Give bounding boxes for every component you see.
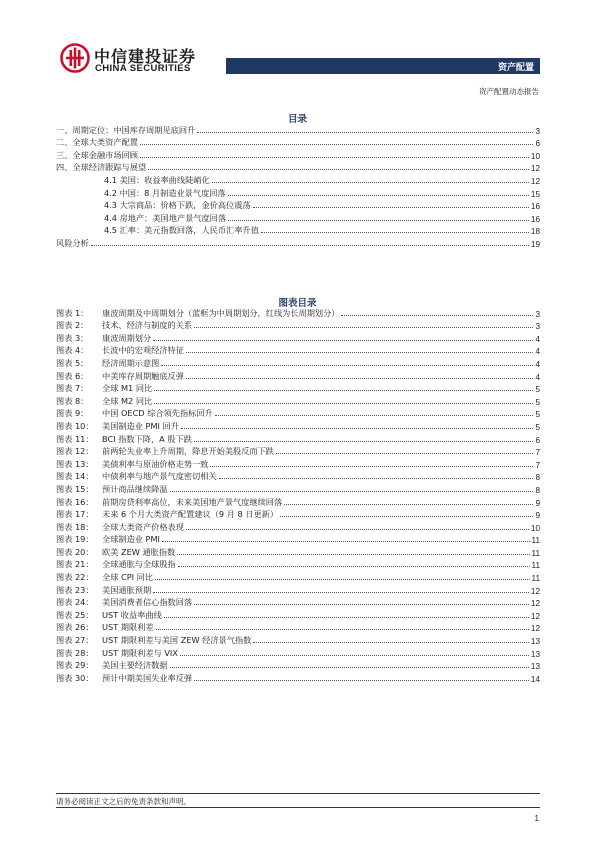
page-ref: 3 [535, 322, 540, 332]
page-ref: 12 [530, 176, 540, 186]
figure-entry[interactable] [56, 470, 540, 483]
dot-leader [154, 390, 533, 391]
figure-number: 图表 14： [56, 471, 94, 482]
page-ref: 14 [530, 674, 540, 684]
page-ref: 5 [535, 422, 540, 432]
figure-entry[interactable] [56, 545, 540, 558]
figure-label [56, 434, 192, 445]
toc-entry[interactable] [56, 236, 540, 249]
figure-number: 图表 7： [56, 383, 89, 394]
figure-title: 技术、经济与制度的关系 [102, 320, 193, 331]
disclaimer: 请务必阅读正文之后的免责条款和声明。 [56, 797, 191, 806]
category-bar [226, 58, 540, 74]
page-ref: 11 [531, 574, 540, 584]
figure-label [56, 660, 168, 671]
figure-title: 美债利率与原油价格走势一致 [102, 458, 209, 469]
page-ref: 10 [530, 151, 540, 161]
toc-entry-title: 四、全球经济跟踪与展望 [56, 162, 147, 173]
figure-label [56, 572, 153, 583]
figure-title: 康波周期划分 [102, 332, 152, 343]
toc-entry-title: 4.4 房地产：美国地产景气度回落 [104, 212, 227, 223]
figure-entry[interactable] [56, 570, 540, 583]
figure-number: 图表 12： [56, 446, 94, 457]
figure-number: 图表 21： [56, 559, 94, 570]
figure-title: UST 期限利差与美国 ZEW 经济景气指数 [102, 635, 252, 646]
figure-entry[interactable] [56, 596, 540, 609]
figure-entry[interactable] [56, 583, 540, 596]
toc-entry[interactable] [56, 186, 540, 199]
figure-entry[interactable] [56, 495, 540, 508]
figure-title: 全球大类资产价格表现 [102, 521, 184, 532]
dot-leader [153, 592, 529, 593]
figure-title: 全球 M2 同比 [102, 395, 153, 406]
dot-leader [212, 182, 529, 183]
toc-entry-title: 4.3 大宗商品：价格下跌，金价高位震荡 [104, 200, 251, 211]
page-ref: 13 [530, 662, 540, 672]
page-ref: 5 [535, 385, 540, 395]
toc-entry[interactable] [56, 173, 540, 186]
figure-number: 图表 13： [56, 458, 94, 469]
category-label: 资产配置 [497, 63, 534, 73]
figure-label [56, 673, 192, 684]
figure-entry[interactable] [56, 407, 540, 420]
toc-entry-title: 4.1 美国：收益率曲线陡峭化 [104, 174, 210, 185]
figure-label [56, 320, 192, 331]
page-ref: 9 [535, 498, 540, 508]
dot-leader [280, 516, 533, 517]
dot-leader [194, 327, 533, 328]
dot-leader [261, 232, 529, 233]
dot-leader [170, 491, 534, 492]
figure-entry[interactable] [56, 419, 540, 432]
dot-leader [186, 352, 534, 353]
dot-leader [194, 680, 529, 681]
figure-entry[interactable] [56, 394, 540, 407]
citic-logo-icon [60, 43, 90, 73]
figure-title: 中国 OECD 综合领先指标回升 [102, 408, 213, 419]
page-ref: 5 [535, 410, 540, 420]
toc-entry-title: 风险分析 [56, 237, 89, 248]
figure-label [56, 371, 184, 382]
figure-entry[interactable] [56, 331, 540, 344]
dot-leader [170, 667, 529, 668]
dot-leader [180, 655, 529, 656]
figure-label [56, 308, 339, 319]
dot-leader [153, 340, 533, 341]
dot-leader [341, 315, 533, 316]
figure-title: UST 收益率曲线 [102, 609, 162, 620]
figure-number: 图表 30： [56, 672, 94, 683]
figure-entry[interactable] [56, 508, 540, 521]
dot-leader [253, 642, 529, 643]
page-ref: 8 [535, 473, 540, 483]
figure-title: 预计商品继续降温 [102, 483, 168, 494]
figure-entry[interactable] [56, 608, 540, 621]
figure-entry[interactable] [56, 633, 540, 646]
figure-number: 图表 26： [56, 622, 94, 633]
page-ref: 12 [530, 624, 540, 634]
figure-title: BCI 指数下降，A 股下跌 [102, 433, 192, 444]
figure-entry[interactable] [56, 356, 540, 369]
page-ref: 11 [531, 536, 540, 546]
figure-entry[interactable] [56, 344, 540, 357]
dot-leader [194, 441, 534, 442]
figure-entry[interactable] [56, 306, 540, 319]
dot-leader [148, 169, 529, 170]
figure-label [56, 635, 251, 646]
page-ref: 15 [530, 189, 540, 199]
page-header [0, 0, 595, 100]
figure-number: 图表 20： [56, 546, 94, 557]
page-ref: 3 [535, 126, 540, 136]
dot-leader [140, 144, 534, 145]
figure-number: 图表 22： [56, 572, 94, 583]
figure-number: 图表 25： [56, 609, 94, 620]
dot-leader [284, 504, 533, 505]
figures-title: 图表目录 [278, 298, 317, 309]
toc-entry-title: 三、全球金融市场回顾 [56, 149, 138, 160]
figure-label [56, 597, 192, 608]
dot-leader [156, 629, 529, 630]
page-ref: 4 [535, 334, 540, 344]
figure-label [56, 396, 152, 407]
toc-entry-title: 二、全球大类资产配置 [56, 137, 138, 148]
figure-number: 图表 10： [56, 420, 94, 431]
figure-number: 图表 27： [56, 635, 94, 646]
dot-leader [197, 132, 533, 133]
figure-label [56, 446, 274, 457]
figure-label [56, 622, 154, 633]
company-logo [60, 43, 230, 77]
figure-entry[interactable] [56, 382, 540, 395]
dot-leader [181, 428, 534, 429]
page-ref: 18 [530, 227, 540, 237]
toc-entry[interactable] [56, 161, 540, 174]
figure-label [56, 459, 208, 470]
page-ref: 12 [530, 599, 540, 609]
page-ref: 7 [535, 460, 540, 470]
figure-label [56, 345, 184, 356]
dot-leader [210, 466, 533, 467]
page-ref: 19 [530, 239, 540, 249]
page-ref: 16 [530, 214, 540, 224]
logo-chinese-name: 中信建投证券 [94, 47, 197, 66]
figure-label [56, 333, 151, 344]
figure-number: 图表 16： [56, 496, 94, 507]
page-ref: 7 [535, 448, 540, 458]
dot-leader [276, 453, 533, 454]
figure-number: 图表 9： [56, 408, 89, 419]
figure-entry[interactable] [56, 369, 540, 382]
figure-title: 全球 CPI 同比 [102, 572, 154, 583]
table-of-contents [56, 123, 540, 249]
figure-number: 图表 18： [56, 521, 94, 532]
figure-title: UST 期限利差与 VIX [102, 647, 178, 658]
figure-label [56, 585, 151, 596]
figure-label [56, 522, 184, 533]
dot-leader [194, 604, 529, 605]
dot-leader [161, 365, 533, 366]
figure-label [56, 408, 213, 419]
figure-label [56, 358, 159, 369]
page-ref: 12 [530, 586, 540, 596]
figure-title: 前期房贷利率高位，未来美国地产景气度继续回落 [102, 496, 283, 507]
figure-title: 经济周期示意图 [102, 357, 160, 368]
figure-number: 图表 3： [56, 332, 89, 343]
toc-entry[interactable] [56, 199, 540, 212]
dot-leader [91, 245, 529, 246]
figure-title: 美国制造业 PMI 回升 [102, 420, 179, 431]
figure-entry[interactable] [56, 445, 540, 458]
dot-leader [178, 566, 530, 567]
page-ref: 12 [530, 164, 540, 174]
figure-entry[interactable] [56, 432, 540, 445]
figure-label [56, 547, 175, 558]
page-ref: 4 [535, 347, 540, 357]
figure-title: 未来 6 个月大类资产配置建议（9 月 8 日更新） [102, 509, 279, 520]
figure-number: 图表 1： [56, 307, 89, 318]
figure-title: 长波中的宏观经济特征 [102, 345, 184, 356]
figure-title: 美国主要经济数据 [102, 660, 168, 671]
footer-divider [56, 793, 540, 794]
page-ref: 11 [531, 548, 540, 558]
dot-leader [228, 195, 529, 196]
figure-label [56, 471, 217, 482]
figure-entry[interactable] [56, 558, 540, 571]
figure-title: 美国消费者信心指数回落 [102, 597, 193, 608]
figure-label [56, 421, 179, 432]
figure-label [56, 509, 278, 520]
figure-number: 图表 5： [56, 357, 89, 368]
figure-number: 图表 19： [56, 534, 94, 545]
logo-english-name: CHINA SECURITIES [95, 63, 191, 74]
page-ref: 4 [535, 359, 540, 369]
page-ref: 13 [530, 649, 540, 659]
page-ref: 16 [530, 202, 540, 212]
toc-entry[interactable] [56, 148, 540, 161]
figure-number: 图表 8： [56, 395, 89, 406]
figure-entry[interactable] [56, 482, 540, 495]
page-ref: 4 [535, 372, 540, 382]
figure-title: 康波周期及中周期划分（蓝框为中周期划分，红线为长周期划分） [102, 307, 340, 318]
figure-label [56, 559, 176, 570]
figure-title: 全球制造业 PMI [102, 534, 160, 545]
page-ref: 5 [535, 397, 540, 407]
figure-title: 全球 M1 同比 [102, 383, 153, 394]
toc-title: 目录 [287, 114, 307, 125]
figure-label [56, 383, 152, 394]
toc-entry-title: 4.5 汇率：美元指数回落，人民币汇率升值 [104, 225, 259, 236]
page-ref: 12 [530, 611, 540, 621]
figure-entry[interactable] [56, 671, 540, 684]
page-number: 1 [534, 814, 539, 823]
figure-entry[interactable] [56, 457, 540, 470]
dot-leader [140, 157, 529, 158]
figure-entry[interactable] [56, 646, 540, 659]
figure-entry[interactable] [56, 319, 540, 332]
toc-entry[interactable] [56, 136, 540, 149]
dot-leader [228, 220, 529, 221]
page-ref: 11 [531, 561, 540, 571]
page-ref: 6 [535, 139, 540, 149]
figure-number: 图表 24： [56, 597, 94, 608]
figure-title: 美国通胀预期 [102, 584, 152, 595]
dot-leader [154, 403, 533, 404]
dot-leader [164, 617, 529, 618]
figure-title: 欧美 ZEW 通胀指数 [102, 546, 176, 557]
page-ref: 3 [535, 309, 540, 319]
figure-number: 图表 29： [56, 660, 94, 671]
page-ref: 13 [530, 637, 540, 647]
dot-leader [162, 541, 530, 542]
toc-entry[interactable] [56, 123, 540, 136]
figure-label [56, 610, 162, 621]
toc-entry[interactable] [56, 211, 540, 224]
figure-label [56, 484, 168, 495]
page-ref: 9 [535, 511, 540, 521]
figure-entry[interactable] [56, 533, 540, 546]
dot-leader [177, 554, 529, 555]
figure-number: 图表 23： [56, 584, 94, 595]
figure-label [56, 648, 178, 659]
dot-leader [155, 579, 529, 580]
figure-number: 图表 2： [56, 320, 89, 331]
figure-number: 图表 28： [56, 647, 94, 658]
page-ref: 8 [535, 485, 540, 495]
dot-leader [215, 415, 534, 416]
list-of-figures [56, 306, 540, 684]
figure-number: 图表 4： [56, 345, 89, 356]
footer-divider-bottom [56, 807, 540, 808]
dot-leader [253, 207, 529, 208]
figure-title: 预计中期美国失业率反弹 [102, 672, 193, 683]
figure-label [56, 497, 282, 508]
figure-title: UST 期限利差 [102, 622, 154, 633]
figure-number: 图表 11： [56, 433, 94, 444]
report-type: 资产配置动态报告 [479, 87, 539, 96]
figure-title: 中债利率与地产景气度密切相关 [102, 471, 217, 482]
toc-entry-title: 一、周期定位：中国库存周期见底回升 [56, 124, 196, 135]
dot-leader [186, 378, 534, 379]
toc-entry-title: 4.2 中国：8 月制造业景气度回落 [104, 187, 226, 198]
figure-number: 图表 17： [56, 509, 94, 520]
figure-number: 图表 6： [56, 370, 89, 381]
figure-label [56, 534, 160, 545]
page-ref: 6 [535, 435, 540, 445]
page-ref: 10 [530, 523, 540, 533]
dot-leader [186, 529, 529, 530]
figure-entry[interactable] [56, 659, 540, 672]
toc-entry[interactable] [56, 224, 540, 237]
figure-number: 图表 15： [56, 483, 94, 494]
figure-entry[interactable] [56, 621, 540, 634]
figure-title: 中美库存周期触底反弹 [102, 370, 184, 381]
figure-title: 前两轮失业率上升周期，降息开始美股反而下跌 [102, 446, 274, 457]
figure-entry[interactable] [56, 520, 540, 533]
figure-title: 全球通胀与全球股指 [102, 559, 176, 570]
dot-leader [219, 478, 534, 479]
